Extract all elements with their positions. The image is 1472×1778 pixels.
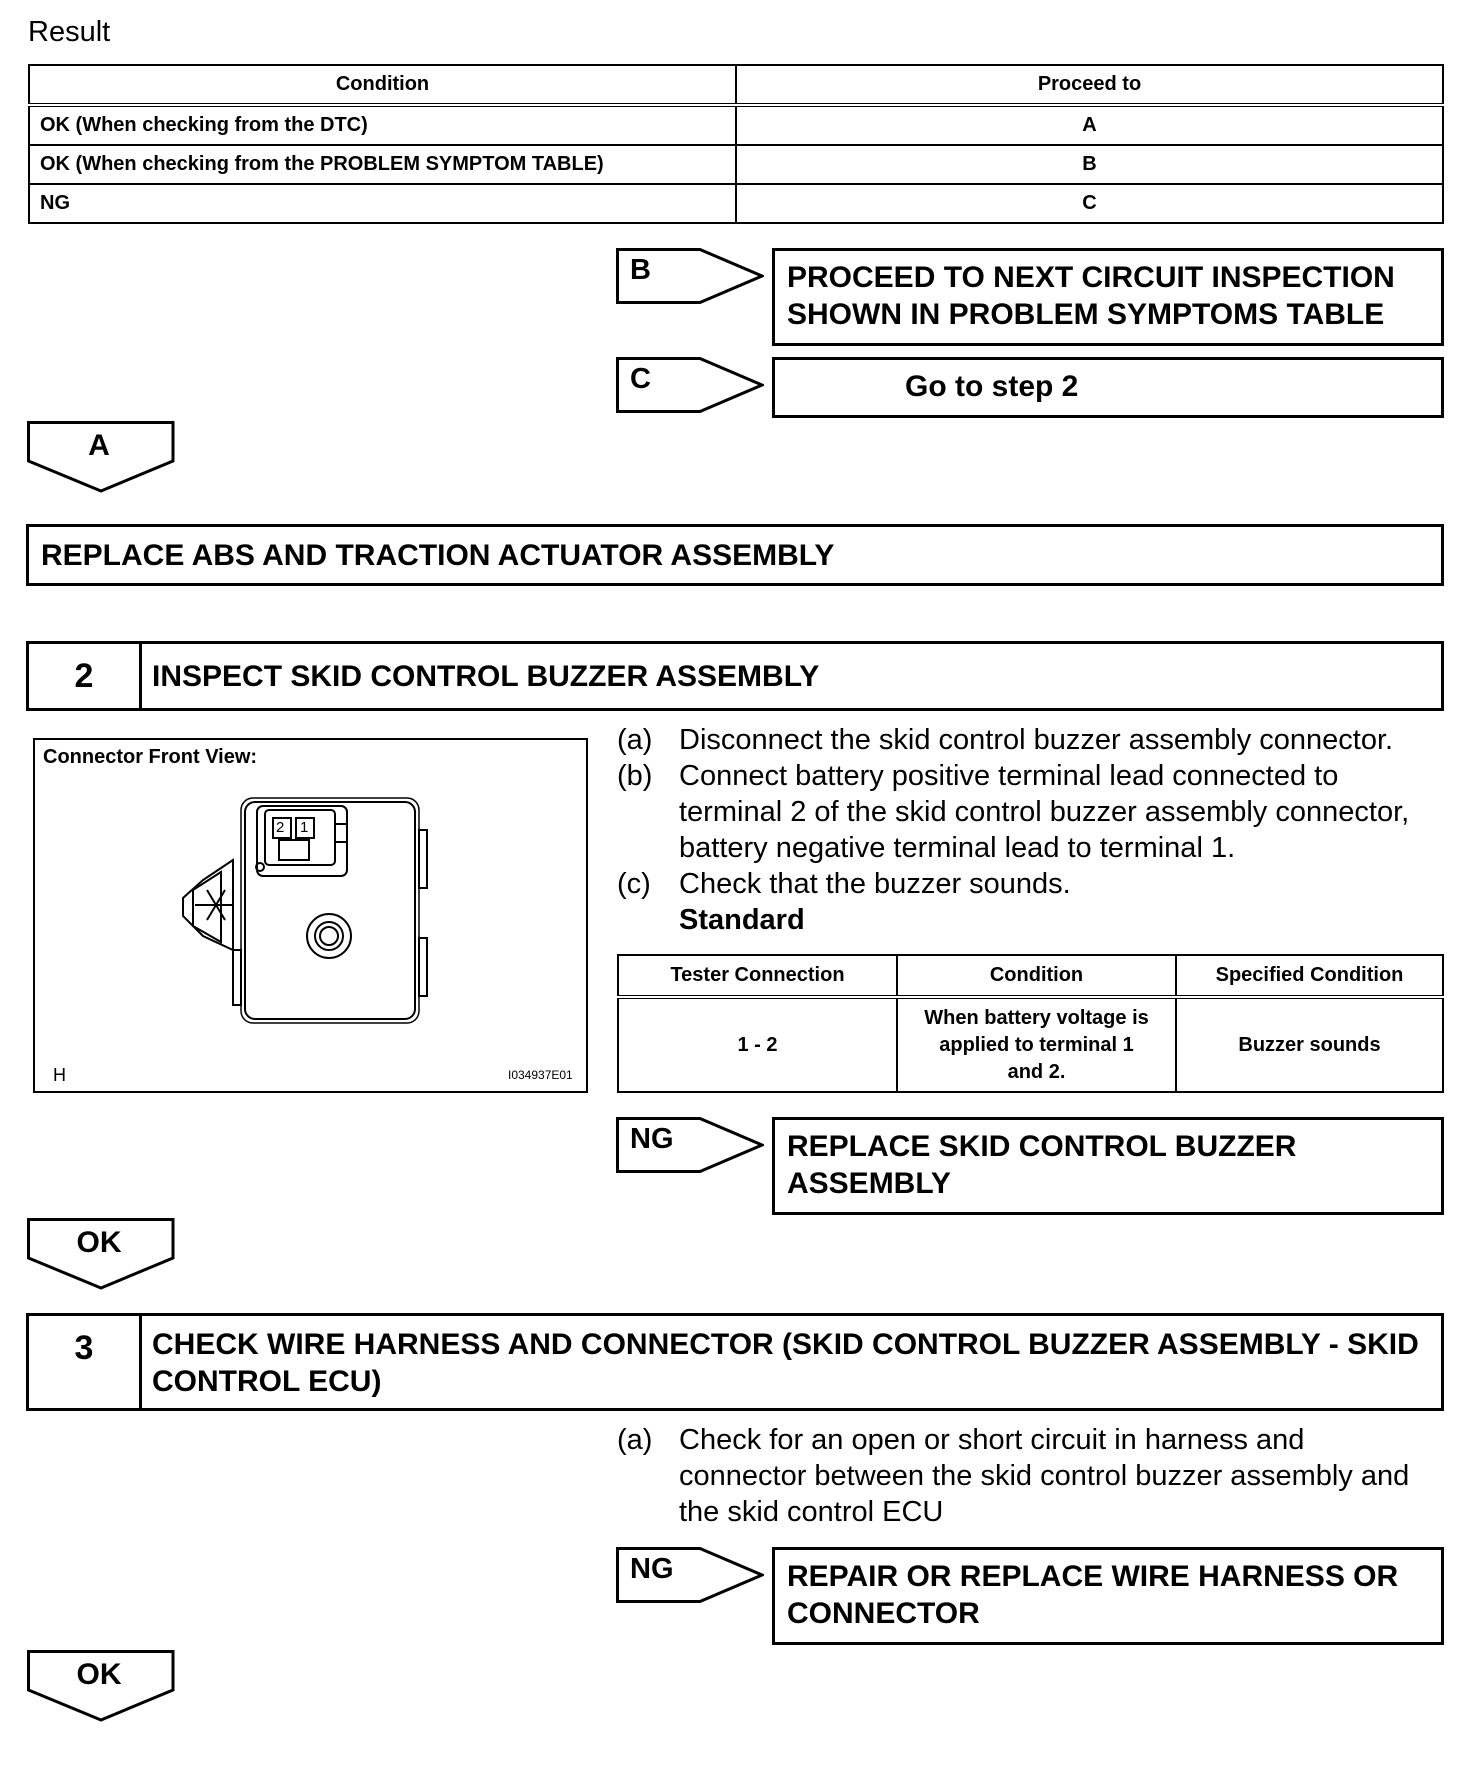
branch-b-line1: PROCEED TO NEXT CIRCUIT INSPECTION <box>787 261 1395 294</box>
ng-label: NG <box>630 1123 674 1155</box>
table-row <box>618 997 1443 1092</box>
step-3-ok-arrow[interactable] <box>27 1650 175 1722</box>
step-3-instructions <box>617 1422 1447 1530</box>
figure-caption: Connector Front View: <box>43 746 258 768</box>
instruction-line: Connect battery positive terminal lead connected to <box>679 760 1339 792</box>
branch-b-line2: SHOWN IN PROBLEM SYMPTOMS TABLE <box>787 298 1385 331</box>
replace-actuator-text: REPLACE ABS AND TRACTION ACTUATOR ASSEMBLY <box>41 539 835 572</box>
proceed-cell: A <box>736 105 1443 145</box>
tester-connection-cell: 1 - 2 <box>618 997 897 1092</box>
instruction-label: (a) <box>617 724 653 756</box>
table-row <box>29 184 1443 223</box>
figure-id: I034937E01 <box>508 1068 573 1082</box>
instruction-line: Disconnect the skid control buzzer assembly connector. <box>679 724 1394 756</box>
step-3-header <box>26 1313 1444 1411</box>
header-specified-condition: Specified Condition <box>1176 955 1443 997</box>
instruction-line: terminal 2 of the skid control buzzer assembly connector, <box>679 796 1410 828</box>
instruction-line: Check that the buzzer sounds. <box>679 868 1071 900</box>
connector-drawing-icon <box>35 740 586 1091</box>
specified-condition-cell: Buzzer sounds <box>1176 997 1443 1092</box>
instruction-label: (b) <box>617 760 653 792</box>
step-3-title-line1: CHECK WIRE HARNESS AND CONNECTOR (SKID CONTROL BUZZER ASSEMBLY - SKID <box>152 1328 1419 1361</box>
instruction-line: battery negative terminal lead to terminal 1. <box>679 832 1236 864</box>
arrow-a[interactable] <box>27 421 175 493</box>
step-3-title-line2: CONTROL ECU) <box>152 1365 382 1398</box>
condition-cell: NG <box>29 184 736 223</box>
condition-cell <box>897 997 1176 1092</box>
condition-cell: OK (When checking from the PROBLEM SYMPTOM TABLE) <box>29 145 736 184</box>
figure-corner-left: H <box>53 1065 66 1085</box>
step-2-ok-arrow[interactable] <box>27 1218 175 1290</box>
instruction-line: the skid control ECU <box>679 1496 944 1528</box>
condition-cell: OK (When checking from the DTC) <box>29 105 736 145</box>
condition-line: and 2. <box>1007 1060 1066 1083</box>
instruction-item <box>617 722 1447 758</box>
condition-line: When battery voltage is <box>924 1006 1149 1029</box>
table-row <box>29 105 1443 145</box>
branch-c-box <box>772 357 1444 418</box>
instruction-item <box>617 758 1447 866</box>
step-3-title <box>142 1316 1429 1408</box>
arrow-a-label: A <box>88 429 110 462</box>
ng-line2: CONNECTOR <box>787 1597 980 1630</box>
step-2-ng-box <box>772 1117 1444 1215</box>
step-2-number: 2 <box>29 644 142 708</box>
proceed-cell: C <box>736 184 1443 223</box>
step-3-number: 3 <box>29 1316 142 1408</box>
ng-line1: REPAIR OR REPLACE WIRE HARNESS OR <box>787 1560 1399 1593</box>
branch-b-tag[interactable] <box>616 248 764 304</box>
instruction-item <box>617 866 1447 938</box>
step-2-instructions <box>617 722 1447 938</box>
step-2-header <box>26 641 1444 711</box>
header-proceed-to: Proceed to <box>736 65 1443 105</box>
step-3-ng-box <box>772 1547 1444 1645</box>
branch-c-tag[interactable] <box>616 357 764 413</box>
instruction-label: (a) <box>617 1424 653 1456</box>
branch-b-box <box>772 248 1444 346</box>
instruction-item <box>617 1422 1447 1530</box>
ok-label: OK <box>76 1658 122 1691</box>
header-condition: Condition <box>897 955 1176 997</box>
go-to-step-2[interactable]: Go to step 2 <box>905 370 1079 403</box>
table-row <box>29 145 1443 184</box>
branch-c-label: C <box>630 363 651 395</box>
step-2-title: INSPECT SKID CONTROL BUZZER ASSEMBLY <box>152 660 820 693</box>
instruction-label: (c) <box>617 868 651 900</box>
ng-line1: REPLACE SKID CONTROL BUZZER <box>787 1130 1297 1163</box>
instruction-line: connector between the skid control buzzer assembly and <box>679 1460 1410 1492</box>
pin-2-label: 2 <box>276 819 285 836</box>
ng-label: NG <box>630 1553 674 1585</box>
pin-1-label: 1 <box>300 819 309 836</box>
ng-line2: ASSEMBLY <box>787 1167 951 1200</box>
header-condition: Condition <box>29 65 736 105</box>
header-tester-connection: Tester Connection <box>618 955 897 997</box>
connector-figure <box>33 738 588 1093</box>
ok-label: OK <box>76 1226 122 1259</box>
step-2-ng-tag[interactable] <box>616 1117 764 1173</box>
standard-table <box>617 954 1444 1093</box>
proceed-cell: B <box>736 145 1443 184</box>
replace-actuator-box <box>26 524 1444 586</box>
instruction-line: Check for an open or short circuit in harness and <box>679 1424 1305 1456</box>
condition-line: applied to terminal 1 <box>939 1033 1134 1056</box>
result-heading: Result <box>28 16 111 48</box>
step-3-ng-tag[interactable] <box>616 1547 764 1603</box>
standard-label: Standard <box>679 904 805 936</box>
branch-b-label: B <box>630 254 651 286</box>
result-table <box>28 64 1444 224</box>
